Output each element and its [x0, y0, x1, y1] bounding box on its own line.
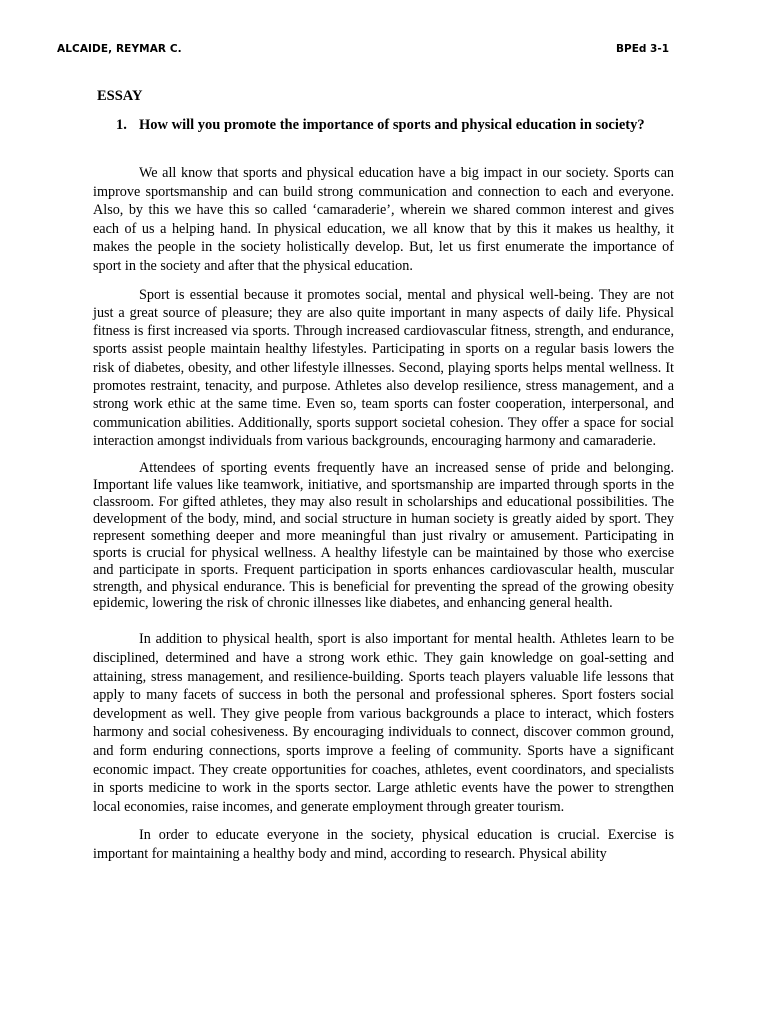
question-number: 1. [116, 117, 127, 133]
paragraph: Sport is essential because it promotes social, mental and physical well-being. They are not just a great source of pleasure; they are also quite important in many aspects of daily life. Physical fitness is first increased via sports. Through increased cardiovascular fitness, strength, and endurance, sports assist people maintain healthy lifestyles. Participating in sports on a regular basis lowers the risk of diabetes, obesity, and other lifestyle illnesses. Second, playing sports helps mental wellness. It promotes restraint, tenacity, and purpose. Athletes also develop resilience, stress management, and a strong work ethic at the same time. Even so, team sports can foster cooperation, interpersonal, and communication abilities. Additionally, sports support societal cohesion. They offer a space for social interaction amongst individuals from various backgrounds, encouraging harmony and camaraderie. [93, 286, 674, 449]
paragraph: Attendees of sporting events frequently have an increased sense of pride and belonging. Important life values like teamwork, initiative, and sportsmanship are imparted through sports in the classroom. For gifted athletes, they may also result in scholarships and educational possibilities. The development of the body, mind, and social structure in human society is greatly aided by sport. They represent something deeper and more meaningful than just rivalry or amusement. Participating in sports is crucial for physical wellness. A healthy lifestyle can be maintained by those who exercise and participate in sports. Frequent participation in sports enhances cardiovascular health, muscular strength, and physical endurance. This is beneficial for preventing the spread of the growing obesity epidemic, lowering the risk of chronic illnesses like diabetes, and enhancing general health. [93, 460, 674, 612]
paragraph: We all know that sports and physical education have a big impact in our society. Sports can improve sportsmanship and can build strong communication and connection to each and everyone. Also, by this we have this so called ‘camaraderie’, wherein we shared common interest and gives each of us a helping hand. In physical education, we all know that by this it makes us healthy, it makes the people in the society holistically develop. But, let us first enumerate the importance of sport in the society and after that the physical education. [93, 165, 674, 274]
essay-question [116, 116, 674, 135]
class-section: BPEd 3-1 [616, 43, 670, 55]
paragraph: In order to educate everyone in the society, physical education is crucial. Exercise is important for maintaining a healthy body and mind, according to research. Physical ability [93, 827, 674, 862]
essay-body [93, 164, 674, 864]
author-name: ALCAIDE, REYMAR C. [57, 43, 182, 55]
question-text: How will you promote the importance of sports and physical education in society? [139, 117, 645, 133]
paragraph: In addition to physical health, sport is also important for mental health. Athletes learn to be disciplined, determined and have a strong work ethic. They gain knowledge on goal-setting and attaining, stress management, and resilience-building. Sports teach players valuable life lessons that apply to many facets of success in both the personal and professional spheres. Sport fosters social development as well. They give people from various backgrounds a place to interact, which fosters harmony and social cohesiveness. By encouraging individuals to connect, discover common ground, and form enduring connections, sports improve a feeling of community. Sports have a significant economic impact. They create opportunities for coaches, athletes, event coordinators, and specialists in sports medicine to work in the sports sector. Large athletic events have the power to strengthen local economies, raise incomes, and generate employment through greater tourism. [93, 631, 674, 815]
essay-heading: ESSAY [97, 88, 143, 104]
